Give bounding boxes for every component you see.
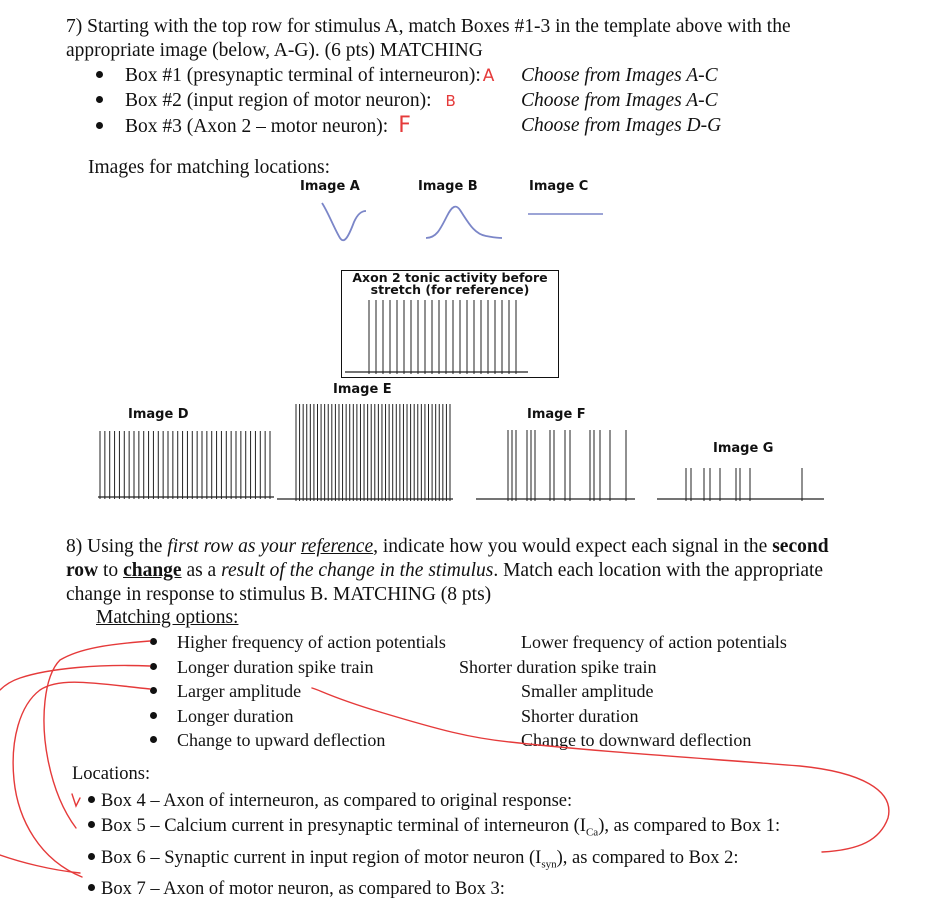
q7-hint-box1: Choose from Images A-C bbox=[521, 65, 718, 86]
option-right: Lower frequency of action potentials bbox=[521, 632, 787, 652]
option-left: Higher frequency of action potentials bbox=[150, 630, 446, 655]
reference-spike-train bbox=[345, 300, 528, 374]
handwritten-answer-box2: B bbox=[445, 92, 456, 110]
image-a-trace bbox=[322, 203, 366, 240]
location-box7: Box 7 – Axon of motor neuron, as compared to Box 3: bbox=[88, 877, 780, 902]
q8-prompt-line1: 8) Using the first row as your reference, indicate how you would expect each signal in the second bbox=[66, 536, 829, 557]
location-box4: Box 4 – Axon of interneuron, as compared to original response: bbox=[88, 789, 780, 814]
image-e-spike-train bbox=[277, 404, 453, 501]
image-a-label: Image A bbox=[300, 179, 360, 194]
image-g-spike-train bbox=[657, 468, 824, 501]
reference-caption: Axon 2 tonic activity before stretch (for reference) bbox=[352, 270, 548, 297]
options-right-list bbox=[459, 630, 787, 753]
option-left: Longer duration bbox=[150, 704, 446, 729]
image-f-spike-train bbox=[476, 430, 635, 501]
locations-heading: Locations: bbox=[72, 764, 151, 784]
option-right: Smaller amplitude bbox=[521, 681, 654, 701]
matching-options-heading: Matching options: bbox=[96, 607, 239, 628]
q7-prompt-line2: appropriate image (below, A-G). (6 pts) MATCHING bbox=[66, 40, 483, 61]
image-b-label: Image B bbox=[418, 179, 478, 194]
image-b-trace bbox=[426, 207, 502, 238]
option-right: Shorter duration bbox=[521, 705, 639, 726]
q7-hint-box2: Choose from Images A-C bbox=[521, 90, 718, 111]
image-d-label: Image D bbox=[128, 407, 189, 422]
q7-item-box2: Box #2 (input region of motor neuron): B bbox=[96, 89, 456, 113]
handwritten-answer-box3: F bbox=[398, 113, 411, 138]
option-right: Change to downward deflection bbox=[521, 730, 752, 750]
image-f-label: Image F bbox=[527, 407, 586, 422]
image-d-spike-train bbox=[98, 431, 274, 499]
option-left: Larger amplitude bbox=[150, 679, 446, 704]
location-box6: Box 6 – Synaptic current in input region of motor neuron $(I_{syn})$, as compared to Box 2: bbox=[88, 846, 780, 878]
option-left: Longer duration spike train bbox=[150, 655, 446, 680]
images-heading: Images for matching locations: bbox=[88, 157, 331, 178]
handwritten-answer-box1: A bbox=[482, 66, 495, 86]
q7-prompt-line1: 7) Starting with the top row for stimulus A, match Boxes #1-3 in the template above with the bbox=[66, 16, 791, 37]
q8-prompt-line3: change in response to stimulus B. MATCHING (8 pts) bbox=[66, 584, 492, 605]
image-g-label: Image G bbox=[713, 441, 774, 456]
options-left-list bbox=[150, 630, 446, 753]
q8-prompt-line2: row to change as a result of the change in the stimulus. Match each location with the appropriate bbox=[66, 560, 824, 581]
locations-list bbox=[88, 789, 780, 902]
location-box5: Box 5 – Calcium current in presynaptic terminal of interneuron $(I_{Ca})$, as compared to Box 1: bbox=[88, 814, 780, 846]
option-right: Shorter duration spike train bbox=[459, 656, 657, 677]
image-e-label: Image E bbox=[333, 382, 392, 397]
q7-item-box1: Box #1 (presynaptic terminal of interneuron): A bbox=[96, 64, 494, 88]
option-left: Change to upward deflection bbox=[150, 728, 446, 753]
spike-trains bbox=[98, 300, 824, 501]
image-c-label: Image C bbox=[529, 179, 589, 194]
q7-item-box3: Box #3 (Axon 2 – motor neuron): F bbox=[96, 114, 411, 139]
q7-hint-box3: Choose from Images D-G bbox=[521, 115, 722, 136]
